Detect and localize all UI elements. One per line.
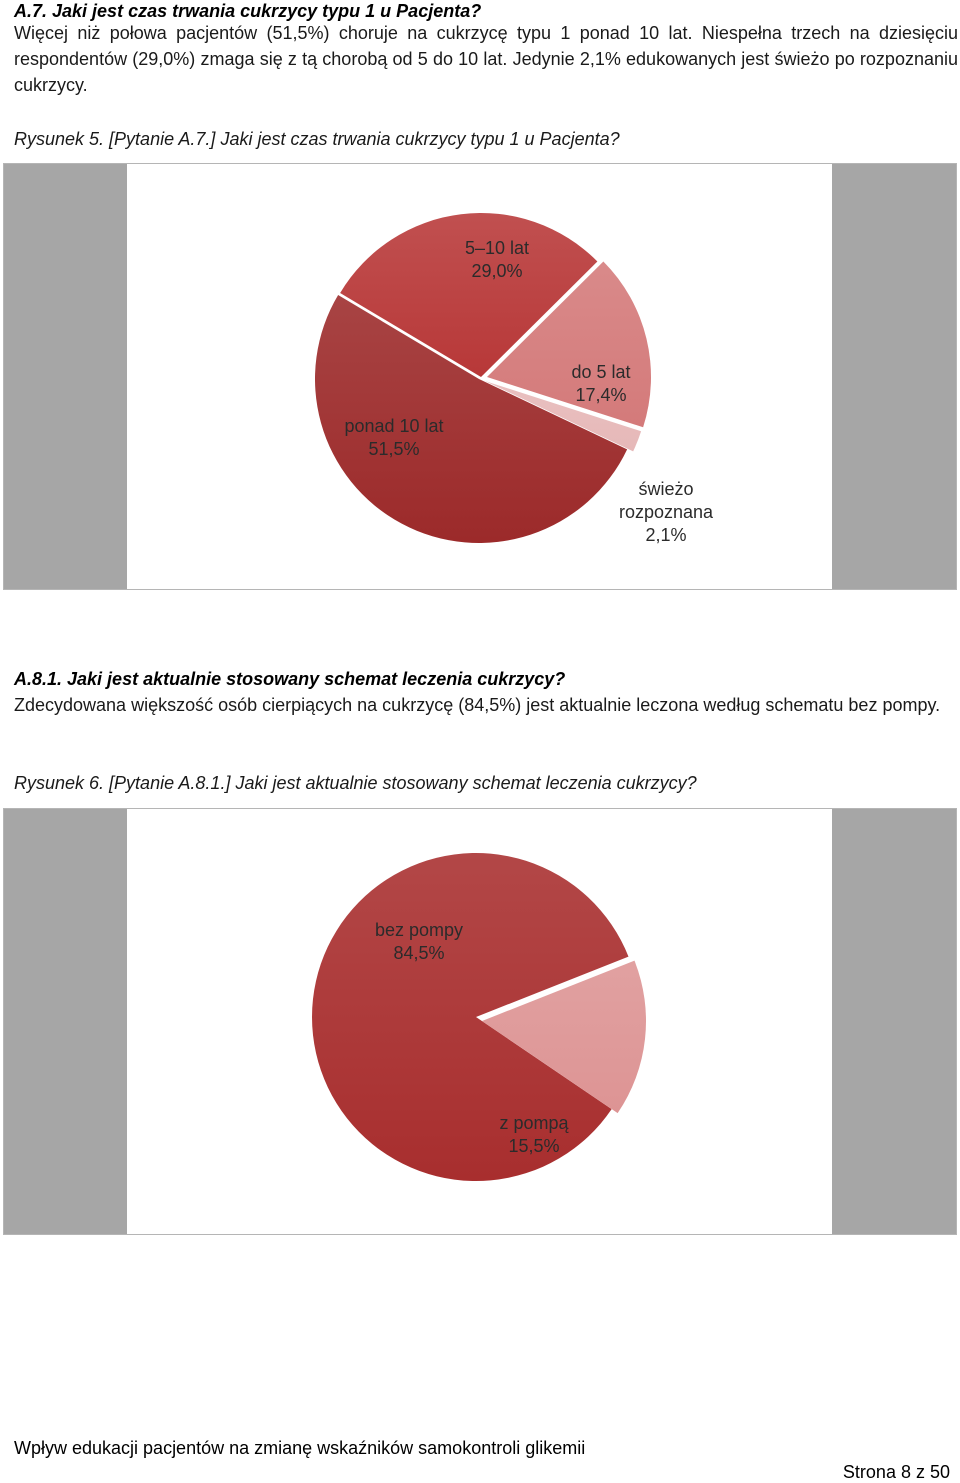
- pie-label-do-5-lat: 17,4%: [575, 385, 627, 405]
- footer-title: Wpływ edukacji pacjentów na zmianę wskaźników samokontroli glikemii: [14, 1438, 586, 1458]
- footer-page-number: Strona 8 z 50: [842, 1462, 950, 1482]
- pie-label-swiezo-rozpoznana: 2,1%: [645, 525, 687, 545]
- section-heading-a81: A.8.1. Jaki jest aktualnie stosowany schemat leczenia cukrzycy?: [14, 669, 566, 689]
- pie-label-swiezo-rozpoznana: świeżo: [638, 479, 694, 499]
- pie-chart-duration: [4, 164, 958, 591]
- pie-label-5-10-lat: 5–10 lat: [464, 238, 530, 258]
- pie-label-ponad-10-lat: 51,5%: [368, 439, 420, 459]
- pie-label-swiezo-rozpoznana: rozpoznana: [618, 502, 714, 522]
- section-heading-a7: A.7. Jaki jest czas trwania cukrzycy typu 1 u Pacjenta?: [14, 1, 482, 21]
- section-paragraph-a81: Zdecydowana większość osób cierpiących na cukrzycę (84,5%) jest aktualnie leczona według schematu bez pompy.: [14, 695, 941, 715]
- pie-label-bez-pompy: bez pompy: [374, 920, 464, 940]
- figure-caption-5: Rysunek 5. [Pytanie A.7.] Jaki jest czas trwania cukrzycy typu 1 u Pacjenta?: [14, 129, 620, 149]
- pie-label-do-5-lat: do 5 lat: [571, 362, 631, 382]
- pie-chart-treatment: [4, 809, 958, 1236]
- pie-chart-duration-figure: [3, 163, 957, 590]
- pie-label-z-pompa: z pompą: [499, 1113, 569, 1133]
- pie-label-ponad-10-lat: ponad 10 lat: [344, 416, 444, 436]
- pie-label-5-10-lat: 29,0%: [471, 261, 523, 281]
- section-paragraph-a7: Więcej niż połowa pacjentów (51,5%) choruje na cukrzycę typu 1 ponad 10 lat. Niespełna trzech na dziesięciu respondentów (29,0%) zmaga się z tą chorobą od 5 do 10 lat. Jedynie 2,1% edukowanych jest świeżo po rozpoznaniu cukrzycy.: [14, 23, 958, 95]
- pie-label-z-pompa: 15,5%: [508, 1136, 560, 1156]
- figure-caption-6: Rysunek 6. [Pytanie A.8.1.] Jaki jest aktualnie stosowany schemat leczenia cukrzycy?: [14, 773, 697, 793]
- pie-chart-treatment-figure: [3, 808, 957, 1235]
- pie-label-bez-pompy: 84,5%: [393, 943, 445, 963]
